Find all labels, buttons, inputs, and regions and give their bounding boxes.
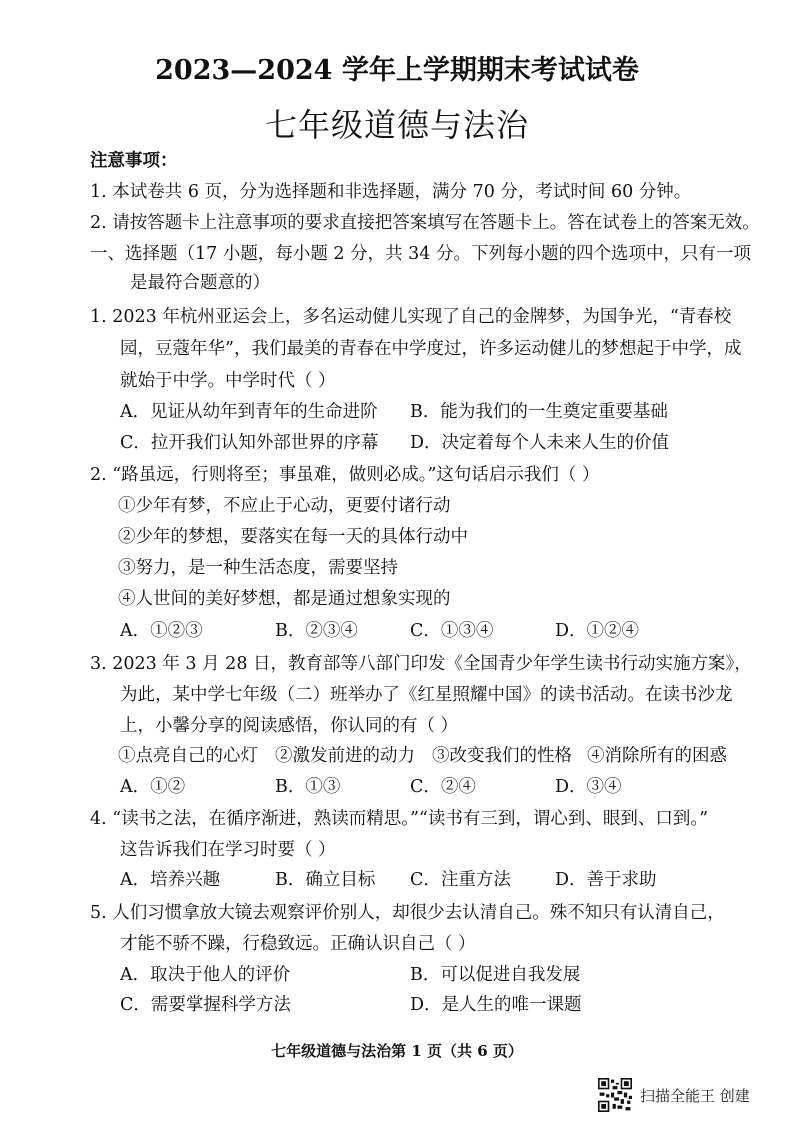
qr-code-icon — [598, 1078, 632, 1112]
question-2-option-b: B．②③④ — [275, 621, 358, 641]
page-footer: 七年级道德与法治第 1 页（共 6 页） — [271, 1042, 523, 1060]
question-2-statement: ④人世间的美好梦想，都是通过想象实现的 — [118, 589, 451, 609]
question-1-option-a: A．见证从幼年到青年的生命进阶 — [120, 402, 378, 422]
question-3-statement: ③改变我们的性格 — [432, 746, 572, 766]
question-3-option-a: A．①② — [120, 777, 186, 797]
question-1-line: 园，豆蔻年华”，我们最美的青春在中学度过，许多运动健儿的梦想起于中学，成 — [120, 339, 742, 359]
question-5-option-c: C．需要掌握科学方法 — [120, 995, 291, 1015]
question-3-option-b: B．①③ — [275, 777, 341, 797]
question-3-statement: ②激发前进的动力 — [275, 746, 415, 766]
section-heading: 一、选择题（17 小题，每小题 2 分，共 34 分。下列每小题的四个选项中，只有一项 — [90, 244, 751, 264]
question-5-option-a: A．取决于他人的评价 — [120, 965, 291, 985]
question-2-line: 2. “路虽远，行则将至；事虽难，做则必成。”这句话启示我们（ ） — [90, 465, 600, 485]
question-1-line: 1. 2023 年杭州亚运会上，多名运动健儿实现了自己的金牌梦，为国争光，“青春校 — [90, 307, 732, 327]
exam-title: 2023—2024 学年上学期期末考试试卷 — [155, 55, 639, 86]
question-1-option-c: C．拉开我们认知外部世界的序幕 — [120, 433, 379, 453]
question-2-statement: ②少年的梦想，要落实在每一天的具体行动中 — [118, 527, 468, 547]
question-4-line: 这告诉我们在学习时要（ ） — [120, 840, 336, 860]
question-1-option-b: B．能为我们的一生奠定重要基础 — [410, 402, 668, 422]
section-heading-cont: 是最符合题意的） — [130, 273, 270, 293]
question-2-option-a: A．①②③ — [120, 621, 203, 641]
question-5-option-d: D．是人生的唯一课题 — [410, 995, 582, 1015]
question-5-line: 才能不骄不躁，行稳致远。正确认识自己（ ） — [120, 934, 476, 954]
question-2-statement: ①少年有梦，不应止于心动，更要付诸行动 — [118, 496, 451, 516]
question-4-line: 4. “读书之法，在循序渐进，熟读而精思。”“读书有三到，谓心到、眼到、口到。” — [90, 809, 709, 829]
question-3-line: 上，小馨分享的阅读感悟，你认同的有（ ） — [120, 716, 459, 736]
question-5-option-b: B．可以促进自我发展 — [410, 965, 581, 985]
note-item: 1. 本试卷共 6 页，分为选择题和非选择题，满分 70 分，考试时间 60 分钟。 — [90, 182, 692, 202]
question-3-line: 3. 2023 年 3 月 28 日，教育部等八部门印发《全国青少年学生读书行动实施方案》， — [90, 654, 752, 674]
exam-subject: 七年级道德与法治 — [264, 106, 529, 144]
question-2-option-d: D．①②④ — [555, 621, 640, 641]
question-3-statement: ①点亮自己的心灯 — [118, 746, 258, 766]
question-2-option-c: C．①③④ — [410, 621, 494, 641]
question-4-option-c: C．注重方法 — [410, 870, 511, 890]
question-4-option-a: A．培养兴趣 — [120, 870, 221, 890]
question-3-statement: ④消除所有的困惑 — [587, 746, 727, 766]
question-1-line: 就始于中学。中学时代（ ） — [120, 371, 336, 391]
question-1-option-d: D．决定着每个人未来人生的价值 — [410, 433, 670, 453]
question-3-option-c: C．②④ — [410, 777, 476, 797]
question-3-option-d: D．③④ — [555, 777, 622, 797]
question-5-line: 5. 人们习惯拿放大镜去观察评价别人，却很少去认清自己。殊不知只有认清自己， — [90, 903, 725, 923]
question-3-line: 为此，某中学七年级（二）班举办了《红星照耀中国》的读书活动。在读书沙龙 — [120, 685, 733, 705]
notes-heading: 注意事项： — [90, 151, 178, 171]
scanner-watermark — [598, 1078, 750, 1112]
watermark-text: 扫描全能王 创建 — [640, 1086, 750, 1105]
question-4-option-b: B．确立目标 — [275, 870, 376, 890]
question-4-option-d: D．善于求助 — [555, 870, 657, 890]
question-2-statement: ③努力，是一种生活态度，需要坚持 — [118, 558, 398, 578]
note-item: 2. 请按答题卡上注意事项的要求直接把答案填写在答题卡上。答在试卷上的答案无效。 — [90, 213, 760, 233]
